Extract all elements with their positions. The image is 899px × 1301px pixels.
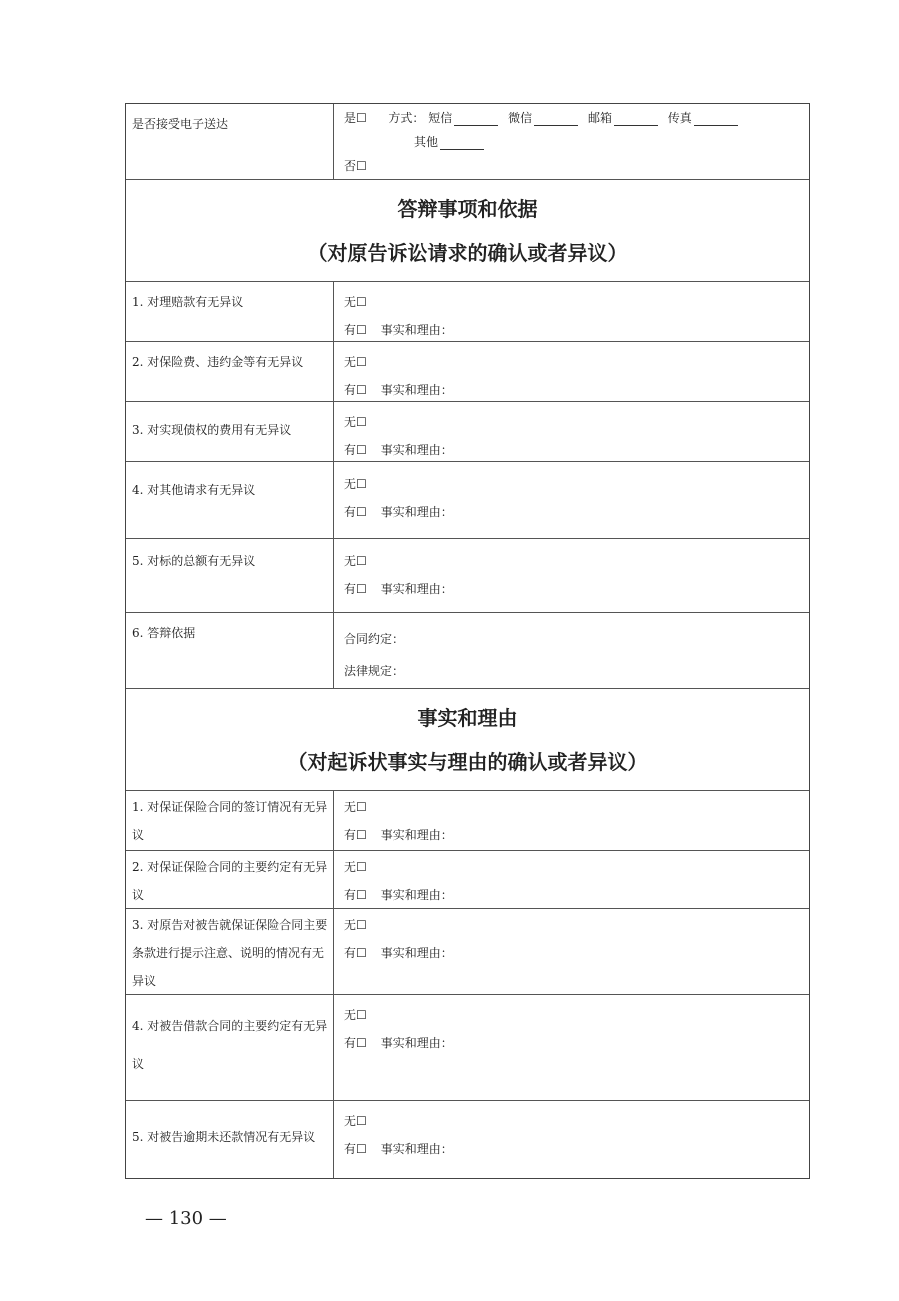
defense-row — [126, 538, 809, 612]
reason-label: 事实和理由： — [380, 383, 453, 397]
defense-row — [126, 401, 809, 461]
none-checkbox[interactable]: 无☐ — [344, 554, 367, 568]
has-checkbox[interactable]: 有☐ — [344, 443, 367, 457]
method-sms: 短信 — [428, 111, 453, 125]
method-email: 邮箱 — [587, 111, 612, 125]
none-checkbox[interactable]: 无☐ — [344, 1008, 367, 1022]
reason-label: 事实和理由： — [380, 888, 453, 902]
other-field[interactable] — [440, 135, 484, 150]
has-checkbox[interactable]: 有☐ — [344, 505, 367, 519]
none-checkbox[interactable]: 无☐ — [344, 1114, 367, 1128]
defense-row-label: 1. 对理赔款有无异议 — [126, 282, 334, 341]
has-checkbox[interactable]: 有☐ — [344, 323, 367, 337]
method-wechat: 微信 — [508, 111, 533, 125]
defense-basis-row — [126, 612, 809, 688]
reason-label: 事实和理由： — [380, 946, 453, 960]
section-subtitle: （对原告诉讼请求的确认或者异议） — [307, 241, 628, 265]
none-checkbox[interactable]: 无☐ — [344, 477, 367, 491]
has-checkbox[interactable]: 有☐ — [344, 383, 367, 397]
has-checkbox[interactable]: 有☐ — [344, 888, 367, 902]
reason-label: 事实和理由： — [380, 1142, 453, 1156]
section-title: 答辩事项和依据 — [397, 197, 538, 221]
defense-row — [126, 341, 809, 401]
page-number: — 130 — — [145, 1208, 227, 1229]
has-checkbox[interactable]: 有☐ — [344, 946, 367, 960]
defense-row-label: 3. 对实现债权的费用有无异议 — [126, 402, 334, 461]
reason-label: 事实和理由： — [380, 505, 453, 519]
method-label: 方式： — [388, 111, 425, 125]
defense-row — [126, 281, 809, 341]
defense-row-label: 2. 对保险费、违约金等有无异议 — [126, 342, 334, 401]
law-basis-field[interactable]: 法律规定： — [344, 664, 405, 678]
facts-row-label: 4. 对被告借款合同的主要约定有无异议 — [126, 995, 334, 1100]
none-checkbox[interactable]: 无☐ — [344, 295, 367, 309]
none-checkbox[interactable]: 无☐ — [344, 860, 367, 874]
has-checkbox[interactable]: 有☐ — [344, 582, 367, 596]
electronic-delivery-label: 是否接受电子送达 — [126, 104, 334, 179]
facts-row-label: 5. 对被告逾期未还款情况有无异议 — [126, 1101, 334, 1178]
facts-row — [126, 850, 809, 908]
reason-label: 事实和理由： — [380, 828, 453, 842]
reason-label: 事实和理由： — [380, 1036, 453, 1050]
defense-row-label: 5. 对标的总额有无异议 — [126, 539, 334, 612]
facts-row-label: 2. 对保证保险合同的主要约定有无异议 — [126, 851, 334, 908]
delivery-no-checkbox[interactable]: 否☐ — [344, 159, 367, 173]
none-checkbox[interactable]: 无☐ — [344, 800, 367, 814]
has-checkbox[interactable]: 有☐ — [344, 1036, 367, 1050]
section-subtitle: （对起诉状事实与理由的确认或者异议） — [287, 750, 648, 774]
reason-label: 事实和理由： — [380, 323, 453, 337]
reason-label: 事实和理由： — [380, 582, 453, 596]
facts-row — [126, 790, 809, 850]
method-other: 其他 — [414, 135, 439, 149]
defense-row — [126, 461, 809, 538]
has-checkbox[interactable]: 有☐ — [344, 1142, 367, 1156]
fax-field[interactable] — [694, 111, 738, 126]
defense-row-label: 4. 对其他请求有无异议 — [126, 462, 334, 538]
facts-row-label: 1. 对保证保险合同的签订情况有无异议 — [126, 791, 334, 850]
sms-field[interactable] — [454, 111, 498, 126]
email-field[interactable] — [614, 111, 658, 126]
response-form-table — [125, 103, 810, 1179]
delivery-yes-checkbox[interactable]: 是☐ — [344, 111, 367, 125]
electronic-delivery-row — [126, 104, 809, 179]
none-checkbox[interactable]: 无☐ — [344, 415, 367, 429]
reason-label: 事实和理由： — [380, 443, 453, 457]
facts-row — [126, 908, 809, 994]
none-checkbox[interactable]: 无☐ — [344, 918, 367, 932]
defense-basis-label: 6. 答辩依据 — [126, 613, 334, 688]
facts-row — [126, 994, 809, 1100]
facts-row-label: 3. 对原告对被告就保证保险合同主要条款进行提示注意、说明的情况有无异议 — [126, 909, 334, 994]
facts-row — [126, 1100, 809, 1178]
section-title: 事实和理由 — [417, 706, 518, 730]
contract-basis-field[interactable]: 合同约定： — [344, 632, 405, 646]
section-header-facts — [126, 688, 809, 790]
wechat-field[interactable] — [534, 111, 578, 126]
none-checkbox[interactable]: 无☐ — [344, 355, 367, 369]
section-header-defense — [126, 179, 809, 281]
has-checkbox[interactable]: 有☐ — [344, 828, 367, 842]
method-fax: 传真 — [667, 111, 692, 125]
